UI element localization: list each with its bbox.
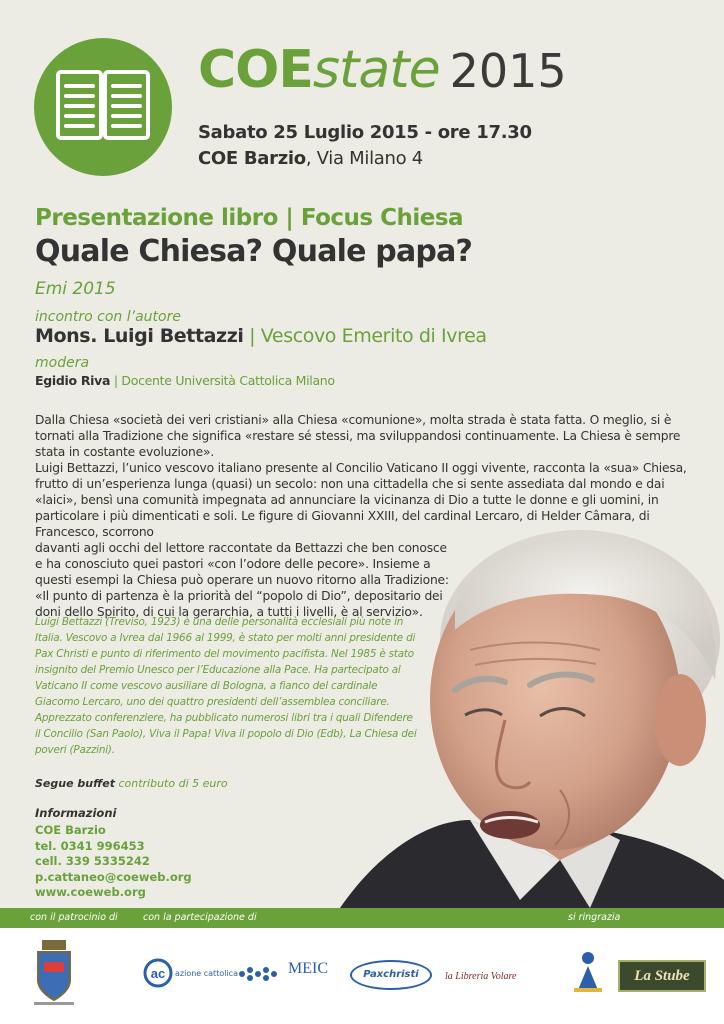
- dots-logo-icon: [238, 964, 280, 984]
- venue-address: , Via Milano 4: [305, 148, 423, 169]
- stube-label: La Stube: [634, 968, 690, 984]
- paxchristi-logo: [350, 960, 432, 990]
- buffet-bold: Segue buffet: [35, 777, 115, 790]
- info-email[interactable]: p.cattaneo@coeweb.org: [35, 869, 192, 884]
- moderator-line: [35, 373, 335, 388]
- la-stube-logo: [618, 960, 706, 992]
- municipality-crest-icon: [34, 940, 74, 1006]
- section-label: Presentazione libro | Focus Chiesa: [35, 205, 464, 231]
- event-venue: [198, 148, 423, 169]
- ac-circle-icon: [143, 958, 173, 988]
- brand-coe: COE: [198, 40, 313, 100]
- meic-logo: [288, 958, 328, 978]
- info-website[interactable]: www.coeweb.org: [35, 885, 146, 899]
- meet-author-label: incontro con l’autore: [35, 309, 181, 325]
- event-brand-title: [198, 40, 567, 100]
- author-role: Vescovo Emerito di Ivrea: [260, 325, 487, 347]
- description-paragraph: davanti agli occhi del lettore raccontate da Bettazzi che ben conosce e ha conosciuto quei pastori «con l’odore delle pecore». Insieme a questi esempi la Chiesa può operare un nuovo ritorno alla Tradizione: «Il punto di partenza è la priorità del “popolo di Dio”, depositario dei doni dello Spirito, di cui la gerarchia, a tutti i livelli, è al servizio».: [35, 541, 449, 619]
- moderator-role: Docente Università Cattolica Milano: [121, 373, 335, 388]
- description-paragraph: Dalla Chiesa «società dei veri cristiani» alla Chiesa «comunione», molta strada è stata fatta. O meglio, si è tornati alla Tradizione che significa «restare sé stessi, ma sviluppandosi continuamente. La Chiesa è sempre stata in costante evoluzione».: [35, 413, 681, 459]
- info-list: [35, 823, 192, 901]
- sponsor-logos: [0, 928, 724, 1024]
- moderator-label: modera: [35, 355, 90, 371]
- paxchristi-label: Paxchristi: [363, 969, 419, 980]
- participation-label: con la partecipazione di: [143, 912, 257, 923]
- separator: |: [243, 325, 261, 347]
- author-name: Mons. Luigi Bettazzi: [35, 325, 244, 347]
- azione-cattolica-logo: [143, 958, 238, 988]
- book-title: Quale Chiesa? Quale papa?: [35, 234, 473, 269]
- description-paragraph: Luigi Bettazzi, l’unico vescovo italiano presente al Concilio Vaticano II oggi vivente, racconta la «sua» Chiesa, frutto di un’esperienza lunga (quasi) un secolo: non una cittadella che si sente assediata dal mondo e dai «laici», bensì una comunità impegnata ad annunciare la vicinanza di Dio a tutte le donne e gli uomini, in particolare i più dimenticati e soli. Le figure di Giovanni XXIII, del cardinal Lercaro, di Helder Câmara, di Francesco, scorrono: [35, 461, 687, 539]
- libreria-logo: [445, 964, 516, 983]
- book-description: [35, 412, 695, 620]
- svg-text:ac: ac: [150, 966, 166, 981]
- info-title: Informazioni: [35, 806, 117, 820]
- sponsors-bar: [0, 908, 724, 928]
- event-date: Sabato 25 Luglio 2015 - ore 17.30: [198, 122, 532, 143]
- bio-text: Luigi Bettazzi (Treviso, 1923) è una delle personalità ecclesiali più note in Italia. Vescovo a Ivrea dal 1966 al 1999, è stato per molti anni presidente di Pax Christi e punto di riferimento del movimento pacifista. Nel 1985 è stato insignito del Premio Unesco per l’Educazione alla Pace. Ha partecipato al Vaticano II come vescovo ausiliare di Bologna, a fianco del cardinale Giacomo Lercaro, uno dei quattro presidenti dell’assemblea conciliare. Apprezzato conferenziere, ha pubblicato numerosi libri tra i quali Difendere il Concilio (San Paolo), Viva il Papa! Viva il popolo di Dio (Edb), La Chiesa dei poveri (Pazzini).: [35, 616, 417, 756]
- libreria-label: la Libreria Volare: [445, 971, 517, 982]
- brand-year: 2015: [449, 44, 567, 98]
- ac-label: azione cattolica: [175, 969, 238, 978]
- moderator-name: Egidio Riva: [35, 373, 111, 388]
- info-phone: tel. 0341 996453: [35, 838, 145, 853]
- author-bio: [35, 614, 420, 758]
- thanks-label: si ringrazia: [568, 912, 621, 923]
- buffet-contribution: contributo di 5 euro: [114, 777, 228, 790]
- patronage-label: con il patrocinio di: [30, 912, 118, 923]
- info-org: COE Barzio: [35, 823, 106, 837]
- buffet-note: [35, 777, 228, 790]
- figure-logo-icon: [570, 950, 606, 994]
- coe-logo: [34, 38, 172, 176]
- brand-state: state: [312, 40, 440, 100]
- publisher: Emi 2015: [35, 279, 116, 299]
- info-cell: cell. 339 5335242: [35, 854, 150, 868]
- separator: |: [110, 373, 122, 388]
- author-line: [35, 325, 487, 347]
- meic-label: MEIC: [288, 960, 328, 977]
- venue-name: COE Barzio: [198, 148, 306, 169]
- open-book-icon: [56, 66, 150, 146]
